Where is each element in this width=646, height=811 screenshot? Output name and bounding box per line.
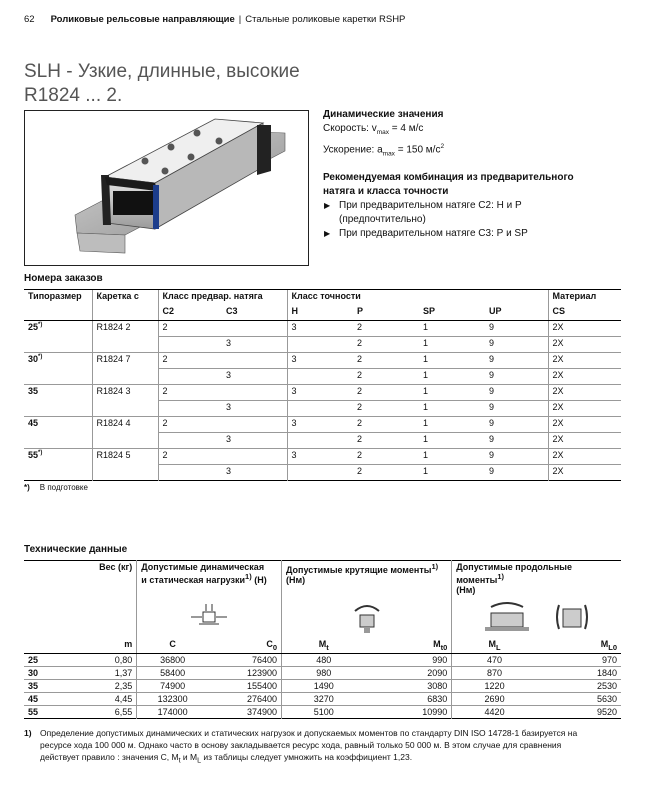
accel-line: Ускорение: $a_{max} = 150$ $м/с^2$ [323,143,445,158]
table-header-row: Типоразмер Каретка с Класс предвар. натяга Класс точности Материал [24,290,621,306]
table-row: 45 4,45 132300 276400 3270 6830 2690 5630 [24,692,621,705]
page-title [24,60,300,108]
orders-title: Номера заказов [24,273,103,284]
table-row: 3 2 1 9 2X [24,369,621,385]
longitudinal-moment-icon [456,597,617,637]
recommend-list [323,199,623,241]
table-row: 3 2 1 9 2X [24,337,621,353]
arrow-right-icon: ▶ [324,229,331,239]
tech-table [24,560,621,719]
subsection-title: Стальные роликовые каретки RSHP [245,14,406,25]
roller-carriage-illustration [25,111,309,266]
tech-footnote: 1) Определение допустимых динамических и статических нагрузок и допускаемых моментов по стандарту DIN ISO 14728-1 базируется на ресурсе хода 100 000 м. Однако часто в основу закладывается ресурс хода, равный только 50 000 м. В этом случае для сравнения действует правило : значения С, $M_t$ и $M_L$ из таблицы следует умножить на коэффициент 1,23. [24,728,578,765]
load-direction-icon [141,597,277,637]
header-separator: | [238,14,242,25]
orders-footnote: *) В подготовке [24,483,88,492]
title-line-2: R1824 ... 2. [24,85,123,106]
table-row: 45 R1824 4 2 3 2 1 9 2X [24,417,621,433]
table-row: 55*) R1824 5 2 3 2 1 9 2X [24,449,621,465]
list-item: ▶ При предварительном натяге С2: Н и Р (предпочтительно) [324,200,522,226]
torque-rotation-icon [286,597,447,637]
table-row: 30 1,37 58400 123900 980 2090 870 1840 [24,666,621,679]
table-row: 3 2 1 9 2X [24,401,621,417]
dynamics-heading: Динамические значения [323,109,444,120]
tech-title: Технические данные [24,544,128,555]
list-item: ▶ При предварительном натяге С3: Р и SP [324,228,528,240]
table-header-row: Вес (кг) Допустимые динамическая и статическая нагрузки$^{1)}$ (Н) Допустимые крутящие моменты$^{1)}$ (Нм) Допустимые продольные моменты$^{1)}$ (Нм) [24,561,621,597]
table-row: 35 2,35 74900 155400 1490 3080 1220 2530 [24,679,621,692]
orders-table [24,289,621,481]
table-row: 25*) R1824 2 2 3 2 1 9 2X [24,321,621,337]
title-line-1: SLH - Узкие, длинные, высокие [24,61,300,82]
table-row: 30*) R1824 7 2 3 2 1 9 2X [24,353,621,369]
table-row: 3 2 1 9 2X [24,465,621,481]
table-row: 55 6,55 174000 374900 5100 10990 4420 9520 [24,705,621,718]
recommend-heading-2: натяга и класса точности [323,186,449,198]
page-number: 62 [24,14,35,25]
table-subheader-row: m C $C_0$ $M_t$ $M_{t0}$ $M_L$ $M_{L0}$ [24,638,621,653]
speed-line: Скорость: $v_{max} = 4$ м/с [323,123,424,136]
recommend-heading-1: Рекомендуемая комбинация из предварительного [323,172,574,184]
page-header [24,14,405,25]
section-title: Роликовые рельсовые направляющие [50,14,235,25]
table-row: 25 0,80 36800 76400 480 990 470 970 [24,653,621,666]
product-photo [24,110,309,266]
arrow-right-icon: ▶ [324,201,331,211]
table-row: 3 2 1 9 2X [24,433,621,449]
specs-panel [323,108,623,241]
table-row: 35 R1824 3 2 3 2 1 9 2X [24,385,621,401]
table-subheader-row: C2 C3 H P SP UP CS [24,305,621,321]
table-icon-row [24,596,621,638]
